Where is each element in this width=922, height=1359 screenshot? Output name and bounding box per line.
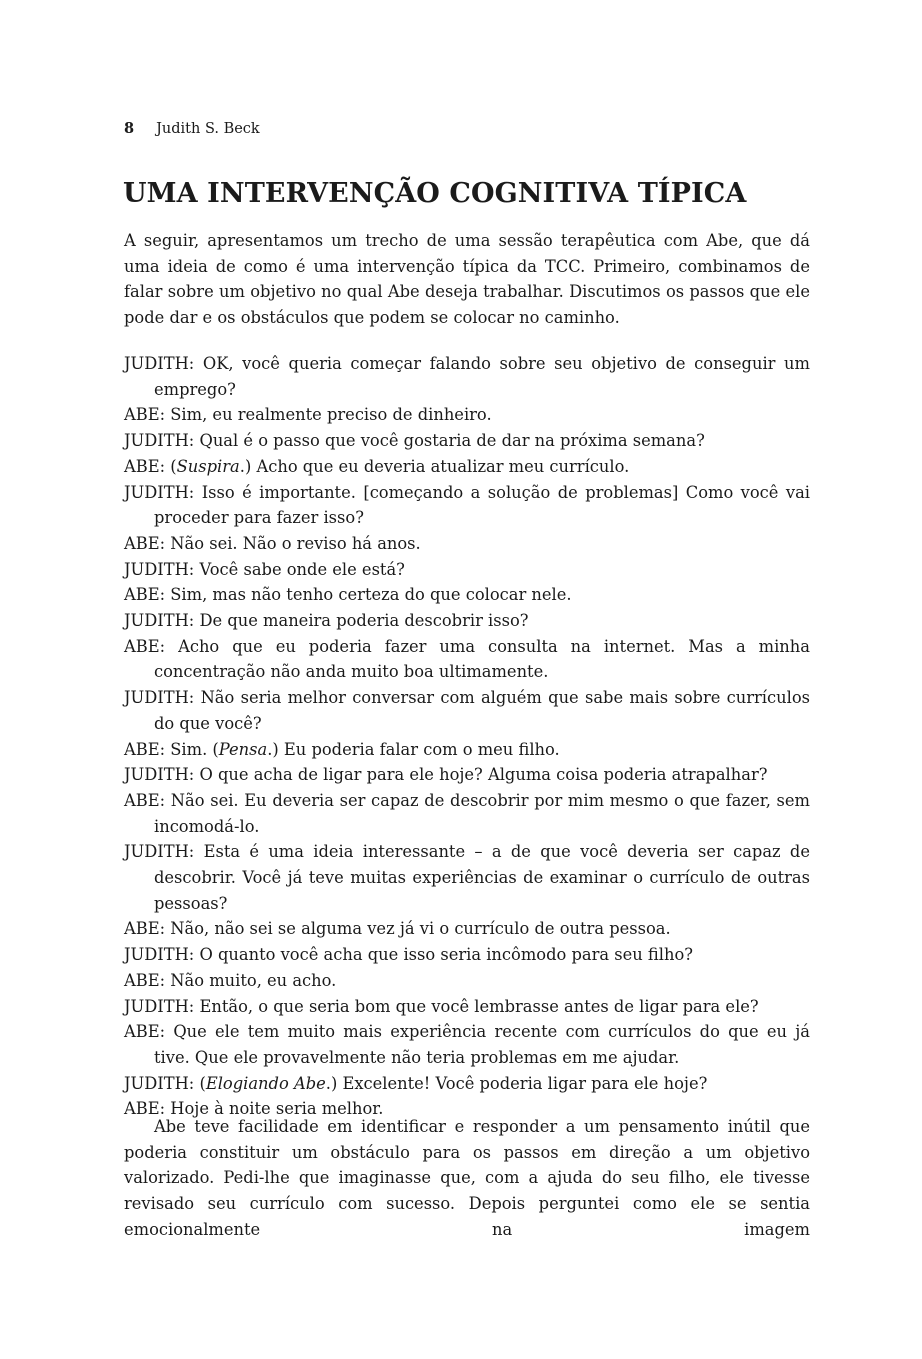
stage-direction: Pensa [218,739,268,759]
line-text: Que ele tem muito mais experiência recente com currículos do que eu já tive. Que ele provavelmente não teria problemas em me ajudar. [154,1022,810,1067]
line-text: Não seria melhor conversar com alguém que sabe mais sobre currículos do que você? [154,688,810,733]
dialogue-line [124,916,810,942]
speaker-label: JUDITH: [124,1073,195,1093]
dialogue-transcript [124,351,810,1122]
line-text: O que acha de ligar para ele hoje? Alguma coisa poderia atrapalhar? [199,765,768,785]
line-text: Sim. ( [170,739,219,759]
dialogue-line [124,634,810,685]
running-head [124,119,260,139]
speaker-label: JUDITH: [124,945,195,965]
speaker-label: JUDITH: [124,354,195,373]
section-title: UMA INTERVENÇÃO COGNITIVA TÍPICA [123,178,747,209]
closing-paragraph: Abe teve facilidade em identificar e responder a um pensamento inútil que poderia constituir um obstáculo para os passos em direção a um objetivo valorizado. Pedi-lhe que imaginasse que, com a ajuda do seu filho, ele tivesse revisado seu currículo com sucesso. Depois perguntei como ele se sentia emocionalmente na imagem [124,1117,810,1239]
dialogue-line [124,968,810,994]
speaker-label: JUDITH: [124,688,195,708]
speaker-label: JUDITH: [124,996,195,1016]
line-text: Sim, eu realmente preciso de dinheiro. [170,405,492,425]
stage-direction: Elogiando Abe [205,1073,326,1093]
line-text: O quanto você acha que isso seria incômodo para seu filho? [199,945,693,965]
dialogue-line [124,557,810,583]
speaker-label: ABE: [124,739,166,759]
line-text: Hoje à noite seria melhor. [170,1099,384,1119]
stage-direction: Suspira [176,456,240,476]
line-text: .) Eu poderia falar com o meu filho. [267,739,560,759]
dialogue-line [124,1071,810,1097]
line-text: Esta é uma ideia interessante – a de que você deveria ser capaz de descobrir. Você já teve muitas experiências de examinar o currículo de outras pessoas? [154,842,810,913]
line-text: Não sei. Eu deveria ser capaz de descobrir por mim mesmo o que fazer, sem incomodá-lo. [154,790,810,836]
speaker-label: ABE: [124,585,166,605]
line-text: .) Excelente! Você poderia ligar para ele hoje? [325,1073,708,1093]
line-text: De que maneira poderia descobrir isso? [199,611,529,631]
speaker-label: ABE: [124,456,166,476]
dialogue-line [124,994,810,1020]
speaker-label: JUDITH: [124,765,195,785]
speaker-label: JUDITH: [124,842,195,862]
line-text: Então, o que seria bom que você lembrasse antes de ligar para ele? [199,996,759,1016]
dialogue-line [124,942,810,968]
speaker-label: ABE: [124,970,166,990]
page-number: 8 [124,120,135,137]
dialogue-line [124,1019,810,1070]
speaker-label: ABE: [124,533,166,553]
line-text: ( [199,1073,206,1093]
dialogue-line [124,402,810,428]
line-text: Não muito, eu acho. [170,970,337,990]
speaker-label: ABE: [124,919,166,939]
dialogue-line [124,454,810,480]
speaker-label: ABE: [124,405,166,425]
line-text: .) Acho que eu deveria atualizar meu currículo. [239,456,630,476]
line-text: Qual é o passo que você gostaria de dar na próxima semana? [199,431,705,451]
dialogue-line [124,839,810,916]
dialogue-line [124,480,810,531]
speaker-label: ABE: [124,1099,166,1119]
speaker-label: JUDITH: [124,559,195,579]
dialogue-line [124,428,810,454]
line-text: Acho que eu poderia fazer uma consulta na internet. Mas a minha concentração não anda muito boa ultimamente. [154,636,810,682]
line-text: Não sei. Não o reviso há anos. [170,533,421,553]
speaker-label: ABE: [124,1022,166,1042]
line-text: Isso é importante. [começando a solução de problemas] Como você vai proceder para fazer isso? [154,482,810,528]
line-text: Não, não sei se alguma vez já vi o currículo de outra pessoa. [170,919,671,939]
speaker-label: ABE: [124,790,166,810]
dialogue-line [124,737,810,763]
line-text: Você sabe onde ele está? [199,559,405,579]
dialogue-line [124,762,810,788]
speaker-label: ABE: [124,636,166,656]
line-text: ( [170,456,177,476]
line-text: OK, você queria começar falando sobre seu objetivo de conseguir um emprego? [154,354,810,399]
speaker-label: JUDITH: [124,611,195,631]
dialogue-line [124,788,810,839]
line-text: Sim, mas não tenho certeza do que colocar nele. [170,585,572,605]
dialogue-line [124,531,810,557]
dialogue-line [124,685,810,736]
dialogue-line [124,608,810,634]
dialogue-line [124,582,810,608]
running-head-author: Judith S. Beck [156,121,260,137]
speaker-label: JUDITH: [124,431,195,451]
intro-paragraph: A seguir, apresentamos um trecho de uma sessão terapêutica com Abe, que dá uma ideia de como é uma intervenção típica da TCC. Primeiro, combinamos de falar sobre um objetivo no qual Abe deseja trabalhar. Discutimos os passos que ele pode dar e os obstáculos que podem se colocar no caminho. [124,231,810,328]
dialogue-line [124,351,810,402]
speaker-label: JUDITH: [124,482,195,502]
